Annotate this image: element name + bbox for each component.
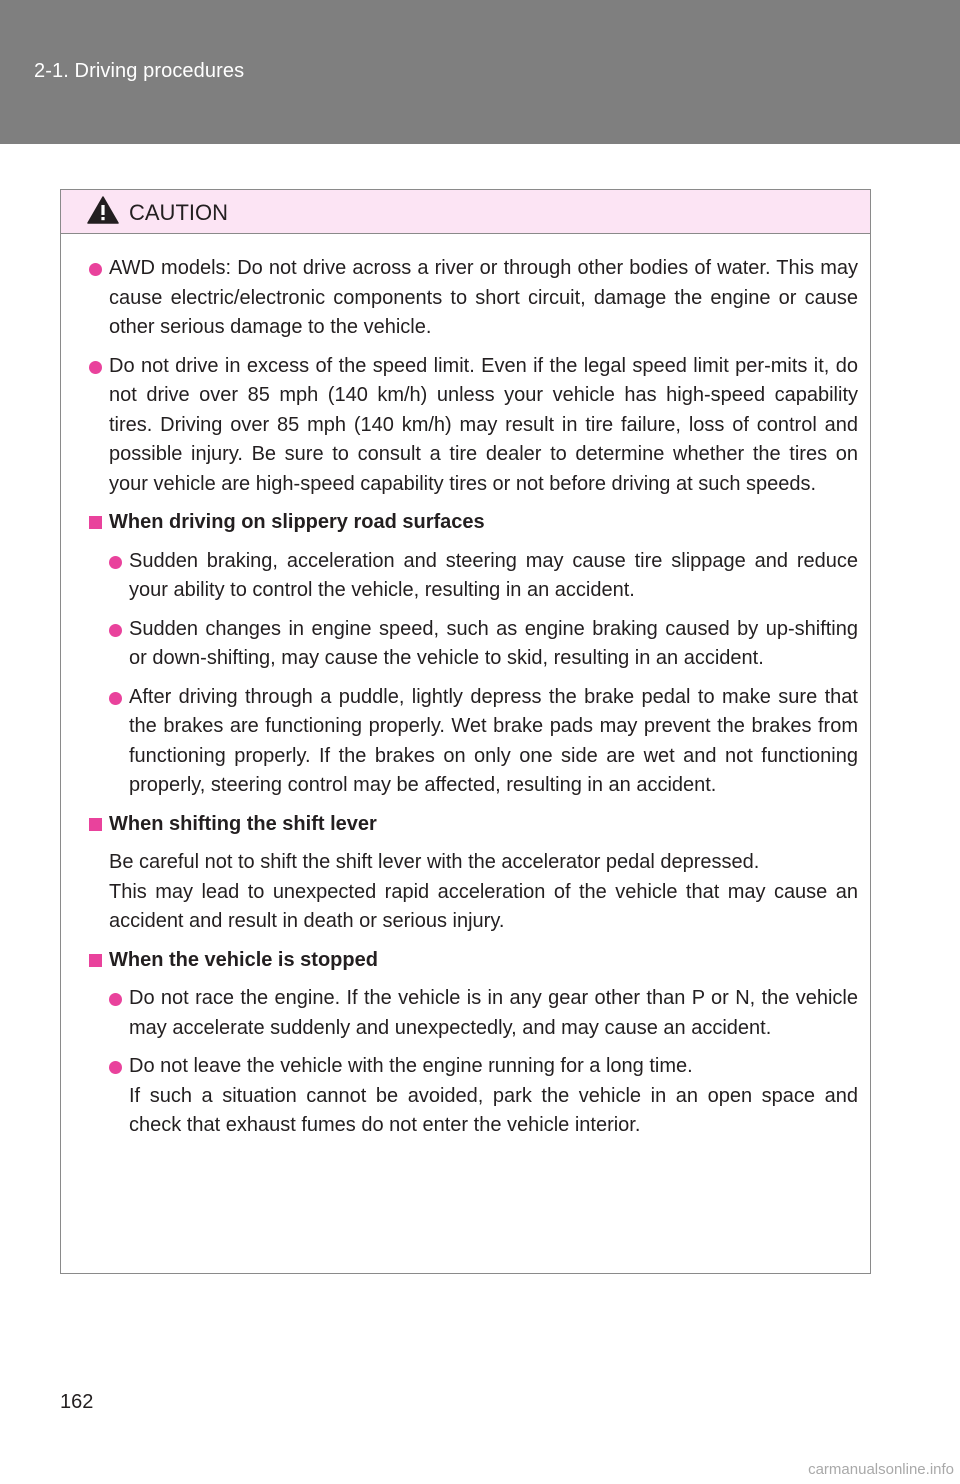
- text-line: If such a situation cannot be avoided, park the vehicle in an open space and check that exhaust fumes do not enter the vehicle interior.: [129, 1084, 858, 1136]
- bullet-item: [109, 615, 858, 674]
- round-bullet-icon: [89, 361, 102, 374]
- section-heading: [89, 946, 858, 976]
- text-line: Do not drive in excess of the speed limit. Even if the legal speed limit per-mits it, do not drive over 85 mph (140 km/h) unless your vehicle has high-speed capability tires. Driving over 85 mph (140 km/h) may result in tire failure, loss of control and possible injury. Be sure to consult a tire dealer to determine whether the tires on your vehicle are high-speed capability tires or not before driving at such speeds.: [109, 354, 858, 495]
- square-bullet-icon: [89, 954, 102, 967]
- header-band: [0, 0, 960, 144]
- section-title: 2-1. Driving procedures: [34, 60, 245, 82]
- text-line: Sudden changes in engine speed, such as engine braking caused by up-shifting or down-shifting, may cause the vehicle to skid, resulting in an accident.: [129, 617, 858, 669]
- text-line: Sudden braking, acceleration and steering may cause tire slippage and reduce your ability to control the vehicle, resulting in an accident.: [129, 549, 858, 601]
- section-heading: [89, 508, 858, 538]
- round-bullet-icon: [109, 1061, 122, 1074]
- warning-triangle-icon: [87, 196, 119, 224]
- round-bullet-icon: [89, 263, 102, 276]
- text-line: Do not leave the vehicle with the engine running for a long time.: [129, 1055, 693, 1077]
- text-line: Do not race the engine. If the vehicle is in any gear other than P or N, the vehicle may accelerate suddenly and unexpectedly, and may cause an accident.: [129, 987, 858, 1039]
- caution-box: [60, 189, 871, 1274]
- text-line: After driving through a puddle, lightly depress the brake pedal to make sure that the brakes are functioning properly. Wet brake pads may prevent the brakes from functioning properly. If the brakes on only one side are wet and not functioning properly, steering control may be affected, resulting in an accident.: [129, 685, 858, 796]
- caution-body: [61, 234, 870, 1141]
- paragraph: [89, 848, 858, 937]
- bullet-item: [89, 352, 858, 500]
- caution-header: [61, 190, 870, 234]
- square-bullet-icon: [89, 818, 102, 831]
- round-bullet-icon: [109, 556, 122, 569]
- section-heading: [89, 810, 858, 840]
- watermark: carmanualsonline.info: [808, 1461, 954, 1478]
- bullet-item: [109, 547, 858, 606]
- heading-text: When shifting the shift lever: [109, 812, 377, 835]
- text-line: AWD models: Do not drive across a river or through other bodies of water. This may cause electric/electronic components to short circuit, damage the engine or cause other serious damage to the vehicle.: [109, 257, 858, 338]
- bullet-item: [109, 683, 858, 801]
- round-bullet-icon: [109, 993, 122, 1006]
- round-bullet-icon: [109, 624, 122, 637]
- text-line: Be careful not to shift the shift lever with the accelerator pedal depressed.: [109, 851, 760, 873]
- heading-text: When driving on slippery road surfaces: [109, 511, 485, 533]
- text-line: This may lead to unexpected rapid acceleration of the vehicle that may cause an accident and result in death or serious injury.: [109, 880, 858, 932]
- caution-title: CAUTION: [129, 200, 228, 225]
- page-number: 162: [60, 1391, 94, 1413]
- bullet-item: [89, 254, 858, 343]
- round-bullet-icon: [109, 692, 122, 705]
- bullet-item: [109, 984, 858, 1043]
- square-bullet-icon: [89, 516, 102, 529]
- heading-text: When the vehicle is stopped: [109, 948, 378, 971]
- bullet-item: [109, 1052, 858, 1141]
